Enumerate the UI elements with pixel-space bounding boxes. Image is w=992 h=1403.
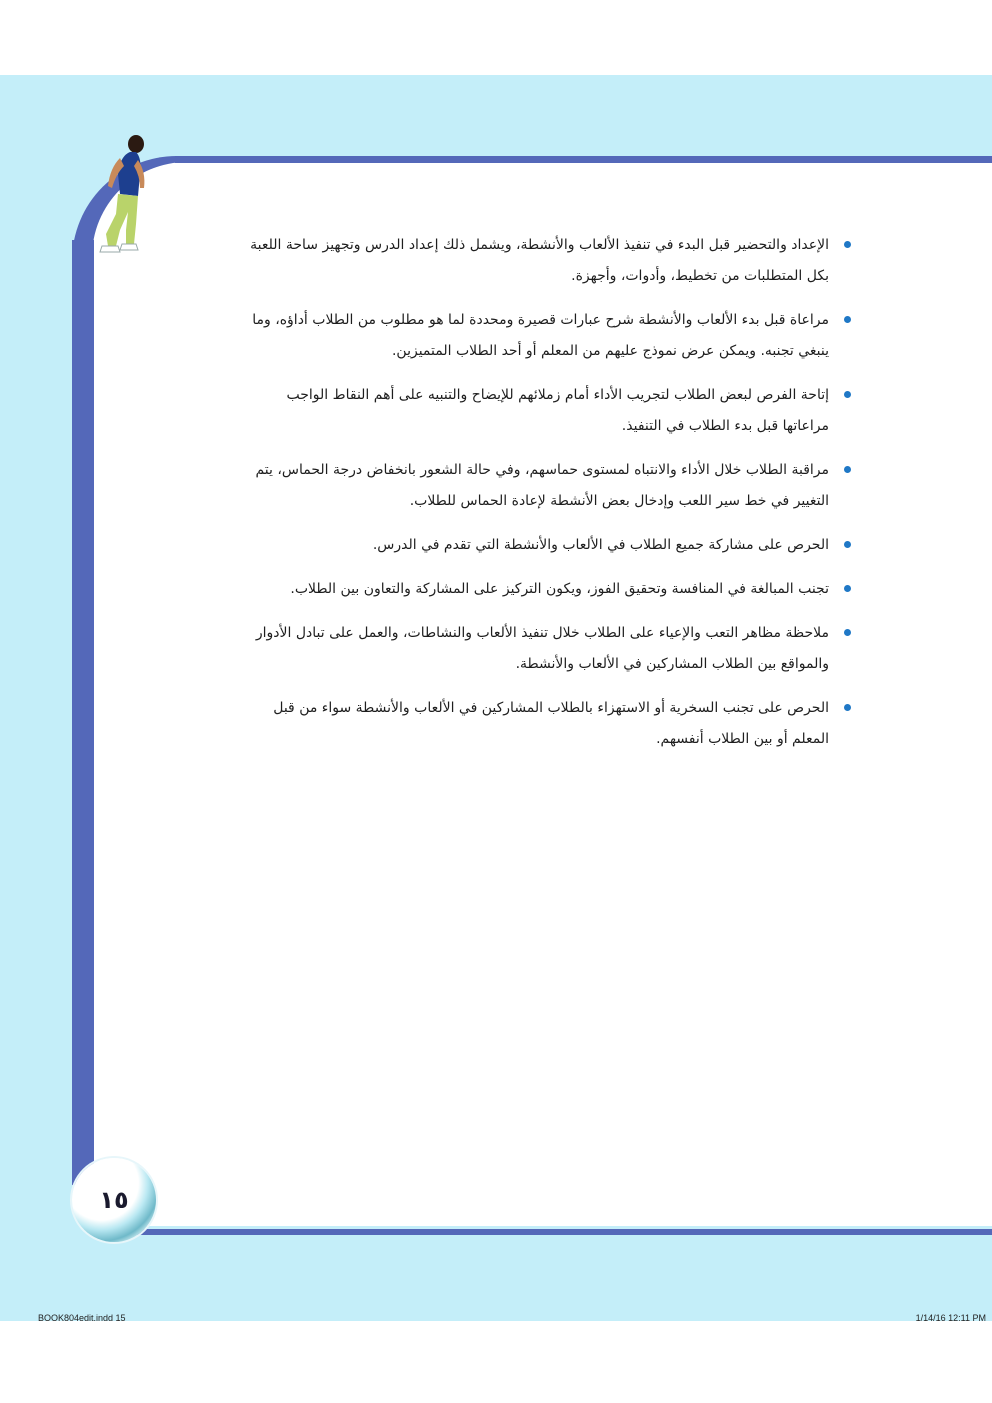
list-item [240,305,855,367]
guidelines-list [240,230,855,755]
list-item [240,618,855,680]
list-item-text: إتاحة الفرص لبعض الطلاب لتجريب الأداء أمام زملائهم للإيضاح والتنبيه على أهم النقاط الواجب مراعاتها قبل بدء الطلاب في التنفيذ. [286,387,829,434]
list-item-text: مراعاة قبل بدء الألعاب والأنشطة شرح عبارات قصيرة ومحددة لما هو مطلوب من الطلاب أداؤه، وما ينبغي تجنبه. ويمكن عرض نموذج عليهم من المعلم أو أحد الطلاب المتميزين. [252,312,829,359]
bullet-dot-icon [844,704,851,711]
frame-top-bar [175,156,992,163]
bullet-dot-icon [844,391,851,398]
list-item [240,230,855,292]
list-item [240,530,855,561]
bullet-dot-icon [844,629,851,636]
list-item [240,455,855,517]
frame-left-bar [72,240,94,1185]
list-item [240,380,855,442]
bullet-dot-icon [844,585,851,592]
list-item-text: الإعداد والتحضير قبل البدء في تنفيذ الألعاب والأنشطة، ويشمل ذلك إعداد الدرس وتجهيز ساحة اللعبة بكل المتطلبات من تخطيط، وأدوات، وأجهزة. [250,237,829,284]
boy-figure-illustration [96,134,158,260]
list-item-text: الحرص على تجنب السخرية أو الاستهزاء بالطلاب المشاركين في الألعاب والأنشطة سواء من قبل المعلم أو بين الطلاب أنفسهم. [273,700,829,747]
page-number-badge [72,1158,156,1242]
bullet-dot-icon [844,316,851,323]
list-item [240,574,855,605]
list-item-text: مراقبة الطلاب خلال الأداء والانتباه لمستوى حماسهم، وفي حالة الشعور بانخفاض درجة الحماس، يتم التغيير في خط سير اللعب وإدخال بعض الأنشطة لإعادة الحماس للطلاب. [255,462,829,509]
bullet-dot-icon [844,541,851,548]
bullet-dot-icon [844,241,851,248]
list-item-text: تجنب المبالغة في المنافسة وتحقيق الفوز، ويكون التركيز على المشاركة والتعاون بين الطلاب. [290,581,829,597]
main-content [240,230,855,768]
print-slug-file: BOOK804edit.indd 15 [38,1313,126,1323]
frame-bottom-bar [100,1229,992,1235]
print-slug-timestamp: 1/14/16 12:11 PM [915,1313,986,1323]
list-item-text: الحرص على مشاركة جميع الطلاب في الألعاب والأنشطة التي تقدم في الدرس. [372,537,829,553]
page-number: ١٥ [99,1186,129,1214]
list-item-text: ملاحظة مظاهر التعب والإعياء على الطلاب خلال تنفيذ الألعاب والنشاطات، والعمل على تبادل الأدوار والمواقع بين الطلاب المشاركين في الألعاب والأنشطة. [255,625,829,672]
bullet-dot-icon [844,466,851,473]
list-item [240,693,855,755]
